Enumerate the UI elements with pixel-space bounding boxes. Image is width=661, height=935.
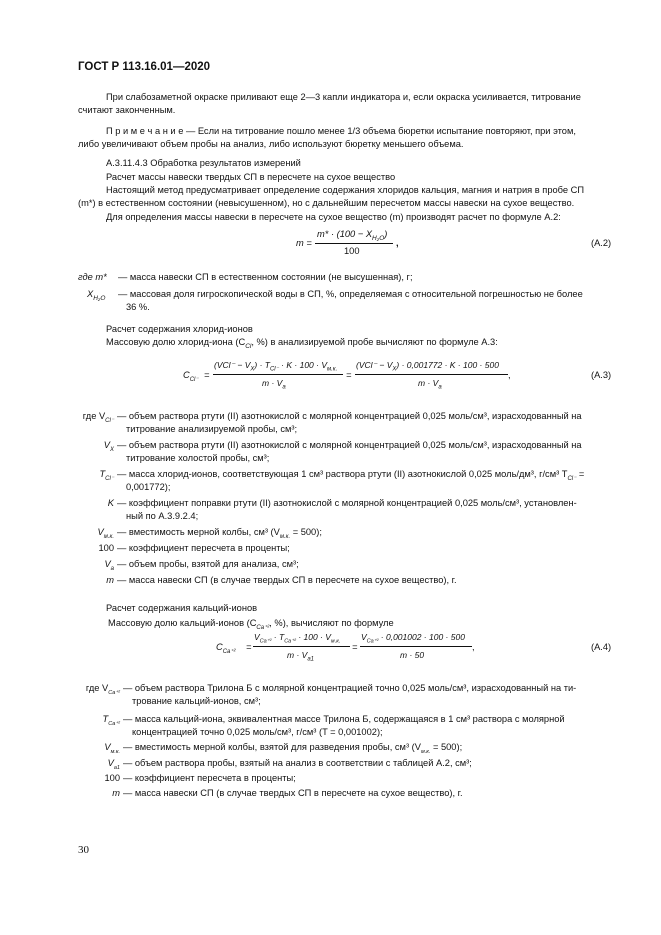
formula-denominator	[418, 376, 442, 395]
where-text: — коэффициент поправки ртути (II) азотнокислой с молярной концентрацией 0,025 моль/см³, установлен-	[117, 498, 577, 508]
t: m · V	[287, 650, 308, 660]
t: C	[216, 642, 223, 652]
formula-denominator	[287, 648, 314, 667]
t: m · V	[262, 378, 283, 388]
symbol-subscript: H₂O	[93, 294, 106, 302]
where-text: ный по А.3.9.2.4;	[126, 511, 199, 521]
where-symbol: m	[112, 788, 120, 798]
s: м.к.	[103, 533, 114, 540]
where-text: — объем раствора ртути (II) азотнокислой с молярной концентрацией 0,025 моль/см³, израсходованный на	[117, 411, 582, 421]
where-text: трование кальций-ионов, см³;	[132, 696, 261, 706]
where-symbol: 100	[98, 543, 114, 553]
t: · 100 · V	[295, 632, 331, 642]
t: Массовую долю кальций-ионов (C	[108, 618, 257, 628]
equation-number: (А.3)	[591, 370, 612, 380]
where-text: — объем раствора ртути (II) азотнокислой с молярной концентрацией 0,025 моль/см³, израсходованный на	[117, 440, 582, 450]
subscript: Cl	[245, 342, 252, 350]
where-text	[117, 467, 584, 486]
where-text: — массовая доля гигроскопической воды в СП, %, определяемая с относительной погрешностью не более	[118, 289, 583, 299]
t: Cl⁻ − V	[364, 360, 393, 370]
t: — масса хлорид-ионов, соответствующая 1 см³ раствора ртути (II) азотнокислой 0,025 моль/дм³, г/см³ T	[117, 469, 568, 479]
page-number: 30	[78, 844, 89, 856]
s: Ca⁺²	[222, 648, 236, 655]
where-text: титрование анализируемой пробы, см³;	[126, 424, 298, 434]
equals: =	[246, 642, 252, 652]
t: · T	[271, 632, 285, 642]
paragraph-line: Для определения массы навески в пересчете на сухое вещество (m) производят расчет по формуле А.2:	[106, 212, 561, 222]
where-symbol: m	[106, 575, 114, 585]
where-text: — объем пробы, взятой для анализа, см³;	[117, 559, 299, 569]
s: a	[282, 384, 286, 391]
where-symbol: 100	[104, 773, 120, 783]
s: Ca⁺²	[256, 624, 270, 631]
t: Cl⁻ − V	[222, 360, 251, 370]
s: Cl⁻	[105, 417, 114, 424]
subsection-title: Расчет содержания хлорид-ионов	[106, 324, 253, 334]
t: V	[104, 742, 111, 752]
t: , %), вычисляют по формуле	[269, 618, 394, 628]
where-text: концентрацией точно 0,025 моль/см³, г/см³ (T = 0,001002);	[132, 727, 383, 737]
t: V	[254, 632, 260, 642]
t: m · V	[418, 378, 439, 388]
numerator-subscript: H₂O	[372, 234, 385, 242]
where-symbol	[60, 409, 114, 428]
document-header: ГОСТ Р 113.16.01—2020	[78, 61, 211, 73]
t: — вместимость мерной колбы, см³ (V	[117, 527, 280, 537]
t: ) · T	[254, 360, 270, 370]
comma: ,	[508, 370, 511, 380]
where-text: — масса навески СП (в случае твердых СП в пересчете на сухое вещество), г.	[117, 575, 457, 585]
t: =	[576, 469, 585, 479]
where-text: — масса кальций-иона, эквивалентная массе Трилона Б, содержащаяся в 1 см³ раствора с молярной	[123, 714, 565, 724]
s: Ca⁺²	[366, 638, 379, 645]
t: = 500);	[430, 742, 463, 752]
comma: ,	[472, 642, 475, 652]
s: Cl⁻	[105, 475, 114, 482]
s: X	[250, 366, 255, 373]
fraction-bar	[253, 646, 350, 647]
t: V	[361, 632, 367, 642]
s: Ca⁺²	[108, 689, 120, 696]
where-text: — коэффициент пересчета в проценты;	[117, 543, 290, 553]
subscript: Cl⁻	[189, 376, 199, 383]
t: T	[99, 469, 106, 479]
t: (V	[356, 360, 365, 370]
t: V	[97, 527, 104, 537]
s: Ca⁺²	[108, 720, 120, 727]
where-text: — коэффициент пересчета в проценты;	[123, 773, 296, 783]
paragraph-line: считают законченным.	[78, 105, 176, 115]
equation-number: (А.4)	[591, 642, 612, 652]
text: C	[183, 370, 190, 380]
s: м.к.	[110, 748, 120, 755]
where-text: титрование холостой пробы, см³;	[126, 453, 270, 463]
formula-lhs: m =	[296, 238, 312, 248]
equals: =	[204, 370, 210, 380]
t: = 500);	[290, 527, 322, 537]
numerator-text: m* · (100 − X	[317, 229, 373, 239]
fraction-bar	[213, 374, 343, 375]
s: a1	[113, 764, 120, 771]
formula-lhs	[183, 368, 199, 387]
t: (V	[214, 360, 223, 370]
where-symbol	[60, 438, 114, 457]
where-symbol	[60, 681, 120, 700]
t: где V	[85, 683, 109, 693]
subsection-title: Расчет массы навески твердых СП в пересчете на сухое вещество	[106, 172, 396, 182]
where-symbol	[87, 287, 105, 306]
s: м.к.	[327, 366, 338, 373]
note-line: либо увеличивают объем пробы на анализ, либо используют бюретку меньшего объема.	[78, 139, 464, 149]
paragraph-line	[106, 335, 498, 354]
t: ) · 0,001772 · K · 100 · 500	[396, 360, 499, 370]
s: X	[392, 366, 397, 373]
paragraph-line: При слабозаметной окраске приливают еще 2—3 капли индикатора и, если окраска усиливается, титрование	[106, 92, 581, 102]
s: a	[438, 384, 442, 391]
fraction-bar	[355, 374, 508, 375]
where-text: 36 %.	[126, 302, 150, 312]
t: · K · 100 · V	[278, 360, 327, 370]
section-title: А.3.11.4.3 Обработка результатов измерений	[106, 158, 301, 168]
formula-denominator	[262, 376, 286, 395]
t: · 0,001002 · 100 · 500	[378, 632, 465, 642]
t: V	[107, 758, 114, 768]
s: м.к.	[420, 748, 431, 755]
subsection-title: Расчет содержания кальций-ионов	[106, 603, 258, 613]
paragraph-line: (m*) в естественном состоянии (невысушенном), но с дальнейшим пересчетом массы навески на сухое вещество.	[78, 198, 575, 208]
where-text: — объем раствора пробы, взятый на анализ в соответствии с таблицей А.2, см³;	[123, 758, 472, 768]
s: a	[110, 565, 114, 572]
where-text: — масса навески СП (в случае твердых СП в пересчете на сухое вещество), г.	[123, 788, 463, 798]
s: Cl⁻	[567, 475, 577, 482]
s: X	[109, 446, 114, 453]
formula-lhs	[216, 640, 236, 659]
s: Ca⁺²	[259, 638, 272, 645]
paragraph-line: Настоящий метод предусматривает определение содержания хлоридов кальция, магния и натрия в пробе СП	[106, 185, 585, 195]
paragraph-line	[108, 616, 394, 635]
equals: =	[352, 642, 358, 652]
fraction-bar	[360, 646, 472, 647]
s: a1	[307, 656, 314, 663]
text: Массовую долю хлорид-иона (C	[106, 337, 246, 347]
where-text: 0,001772);	[126, 482, 171, 492]
equation-number: (А.2)	[591, 238, 612, 248]
where-text: — масса навески СП в естественном состоянии (не высушенная), г;	[118, 272, 413, 282]
t: — вместимость мерной колбы, взятой для разведения пробы, см³ (V	[123, 742, 421, 752]
t: V	[104, 559, 111, 569]
t: где V	[82, 411, 106, 421]
where-symbol	[60, 712, 120, 731]
equals: =	[346, 370, 352, 380]
symbol-text: X	[87, 289, 94, 299]
where-symbol: K	[107, 498, 114, 508]
s: м.к.	[330, 638, 341, 645]
s: Ca⁺²	[284, 638, 296, 645]
s: м.к.	[279, 533, 291, 540]
where-symbol	[60, 467, 114, 486]
s: Cl⁻	[269, 366, 279, 373]
where-symbol: где m*	[78, 272, 107, 282]
t: T	[102, 714, 109, 724]
numerator-end: )	[384, 229, 388, 239]
text: , %) в анализируемой пробе вычисляют по формуле А.3:	[251, 337, 498, 347]
formula-denominator: 100	[344, 246, 360, 256]
comma: ,	[396, 238, 399, 248]
formula-denominator: m · 50	[400, 650, 425, 660]
t: V	[103, 440, 110, 450]
where-text: — объем раствора Трилона Б с молярной концентрацией точно 0,025 моль/см³, израсходованный на ти-	[123, 683, 577, 693]
note-line: П р и м е ч а н и е — Если на титрование пошло менее 1/3 объема бюретки испытание повторяют, при этом,	[106, 126, 576, 136]
